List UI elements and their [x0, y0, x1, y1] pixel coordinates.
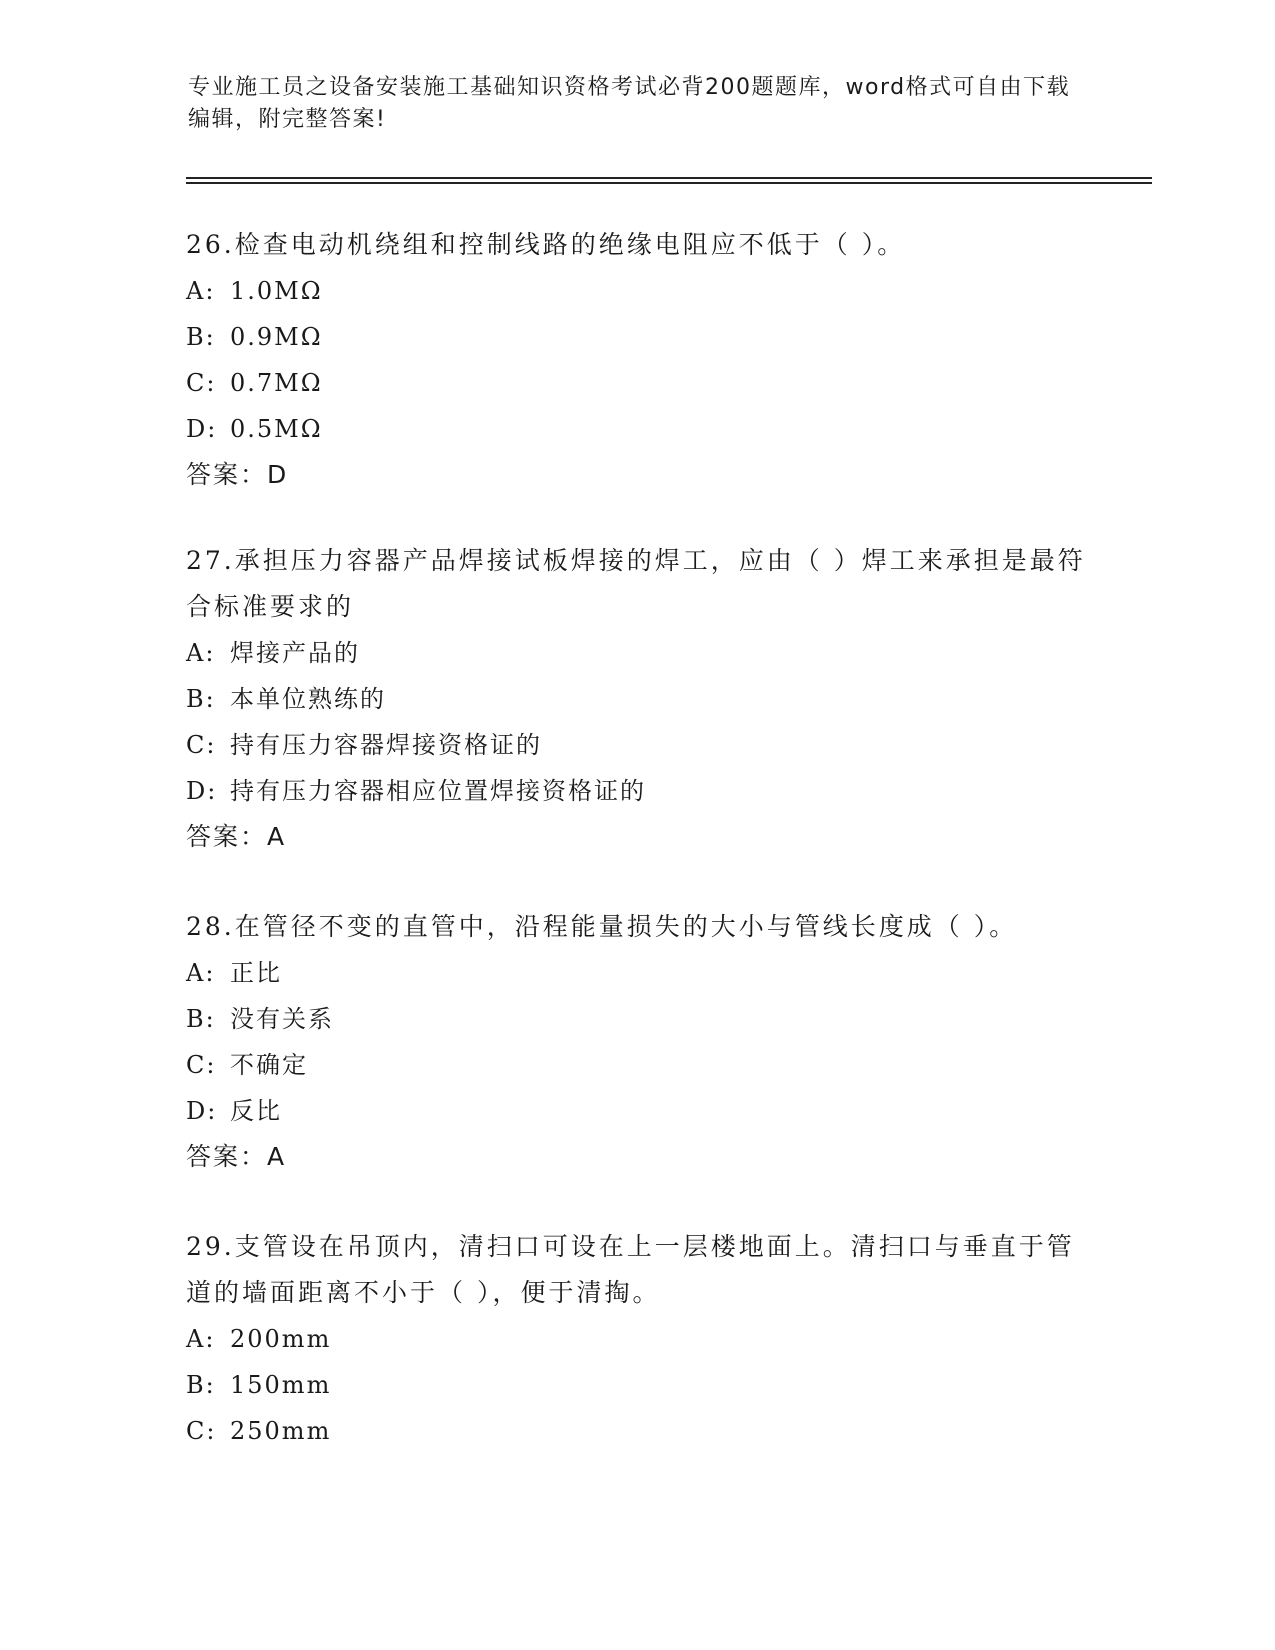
option-c: C: 持有压力容器焊接资格证的	[186, 731, 542, 759]
option-a: A: 1.0MΩ	[186, 277, 323, 305]
question-27	[186, 538, 1086, 860]
answer-line: 答案：A	[186, 822, 287, 851]
option-b: B: 没有关系	[186, 1005, 334, 1033]
header-divider	[186, 182, 1152, 184]
question-text: 29.支管设在吊顶内，清扫口可设在上一层楼地面上。清扫口与垂直于管道的墙面距离不小于（ ），便于清掏。	[186, 1232, 1075, 1307]
option-d: D: 持有压力容器相应位置焊接资格证的	[186, 777, 646, 805]
document-header: 专业施工员之设备安装施工基础知识资格考试必背200题题库，word格式可自由下载编辑，附完整答案!	[188, 75, 1071, 132]
question-28	[186, 904, 1086, 1180]
option-a: A: 正比	[186, 959, 282, 987]
answer-line: 答案：A	[186, 1142, 287, 1171]
header-divider	[186, 177, 1152, 179]
option-a: A: 焊接产品的	[186, 639, 360, 667]
question-text: 28.在管径不变的直管中，沿程能量损失的大小与管线长度成（ ）。	[186, 912, 1018, 941]
option-b: B: 150mm	[186, 1371, 332, 1399]
option-c: C: 0.7MΩ	[186, 369, 323, 397]
option-d: D: 0.5MΩ	[186, 415, 323, 443]
option-d: D: 反比	[186, 1097, 282, 1125]
option-b: B: 0.9MΩ	[186, 323, 323, 351]
question-29	[186, 1224, 1086, 1454]
option-c: C: 不确定	[186, 1051, 308, 1079]
option-c: C: 250mm	[186, 1417, 332, 1445]
question-text: 26.检查电动机绕组和控制线路的绝缘电阻应不低于（ ）。	[186, 230, 906, 259]
option-a: A: 200mm	[186, 1325, 332, 1353]
answer-line: 答案：D	[186, 460, 289, 489]
question-26	[186, 222, 1086, 498]
option-b: B: 本单位熟练的	[186, 685, 386, 713]
question-text: 27.承担压力容器产品焊接试板焊接的焊工，应由（ ）焊工来承担是最符合标准要求的	[186, 546, 1086, 621]
